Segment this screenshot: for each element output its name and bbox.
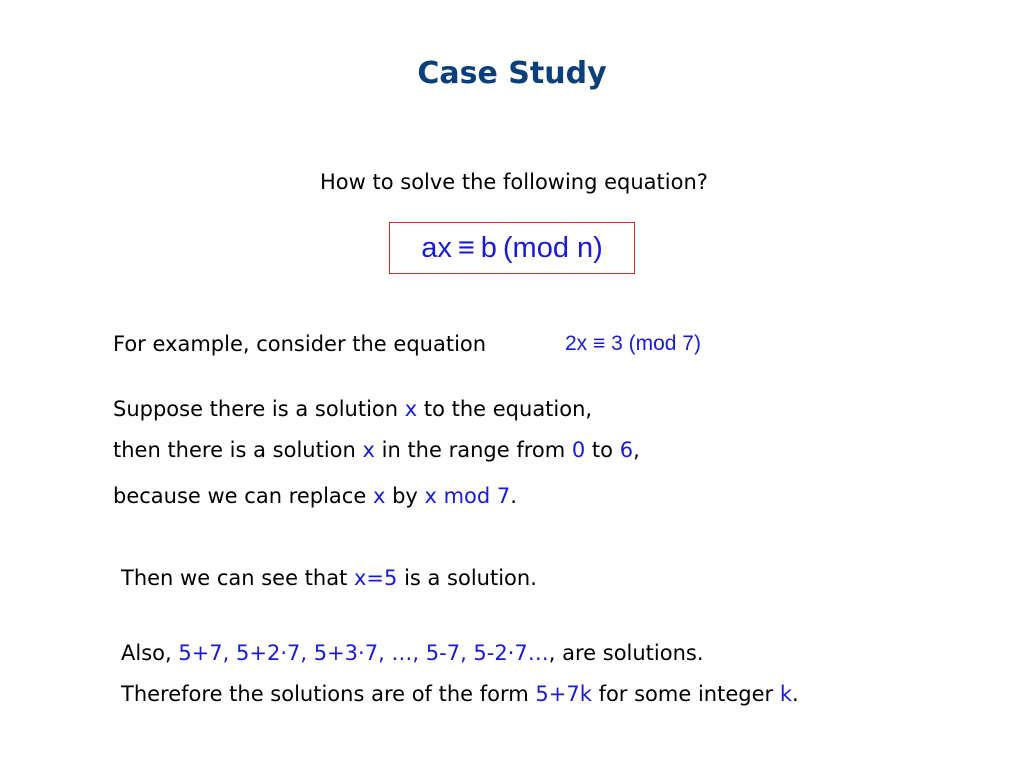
math-k: k: [779, 682, 792, 706]
boxed-equation: [389, 222, 635, 274]
text-run: to: [585, 438, 620, 462]
text-run: for some integer: [591, 682, 780, 706]
text-run: Also,: [121, 641, 179, 665]
text-run: .: [792, 682, 799, 706]
equation-modulus: (mod n): [502, 231, 603, 264]
math-zero: 0: [571, 438, 586, 462]
para3-line1: [121, 639, 704, 667]
text-run: then there is a solution: [113, 438, 363, 462]
para2-line: [121, 564, 537, 592]
math-x-mod-7: x mod 7: [424, 484, 511, 508]
math-x: x: [372, 484, 386, 508]
text-run: , are solutions.: [548, 641, 704, 665]
para3-line2: [121, 680, 799, 708]
text-run: Suppose there is a solution: [113, 397, 405, 421]
text-run: Then we can see that: [121, 566, 354, 590]
math-x: x: [362, 438, 375, 462]
text-run: by: [385, 484, 425, 508]
text-run: ,: [633, 438, 640, 462]
text-run: .: [510, 484, 517, 508]
equation-lhs: ax: [421, 231, 452, 264]
math-six: 6: [619, 438, 634, 462]
para1-line1: [113, 395, 592, 423]
text-run: because we can replace: [113, 484, 373, 508]
math-solution-list: 5+7, 5+2·7, 5+3·7, …, 5-7, 5-2·7…: [178, 641, 549, 665]
congruence-symbol: ≡: [457, 231, 475, 264]
equation-rhs: b: [480, 231, 497, 264]
math-x-equals-5: x=5: [354, 566, 398, 590]
slide-title: Case Study: [417, 56, 607, 91]
text-run: Therefore the solutions are of the form: [121, 682, 536, 706]
question-text: How to solve the following equation?: [320, 170, 708, 194]
para1-line2: [113, 436, 640, 464]
para1-line3: [113, 482, 517, 510]
example-equation: 2x ≡ 3 (mod 7): [565, 332, 701, 355]
example-line: [113, 330, 486, 358]
text-run: to the equation,: [417, 397, 593, 421]
math-x: x: [404, 397, 418, 421]
example-text: For example, consider the equation: [113, 332, 487, 356]
text-run: is a solution.: [397, 566, 537, 590]
text-run: in the range from: [374, 438, 572, 462]
math-general-form: 5+7k: [535, 682, 592, 706]
